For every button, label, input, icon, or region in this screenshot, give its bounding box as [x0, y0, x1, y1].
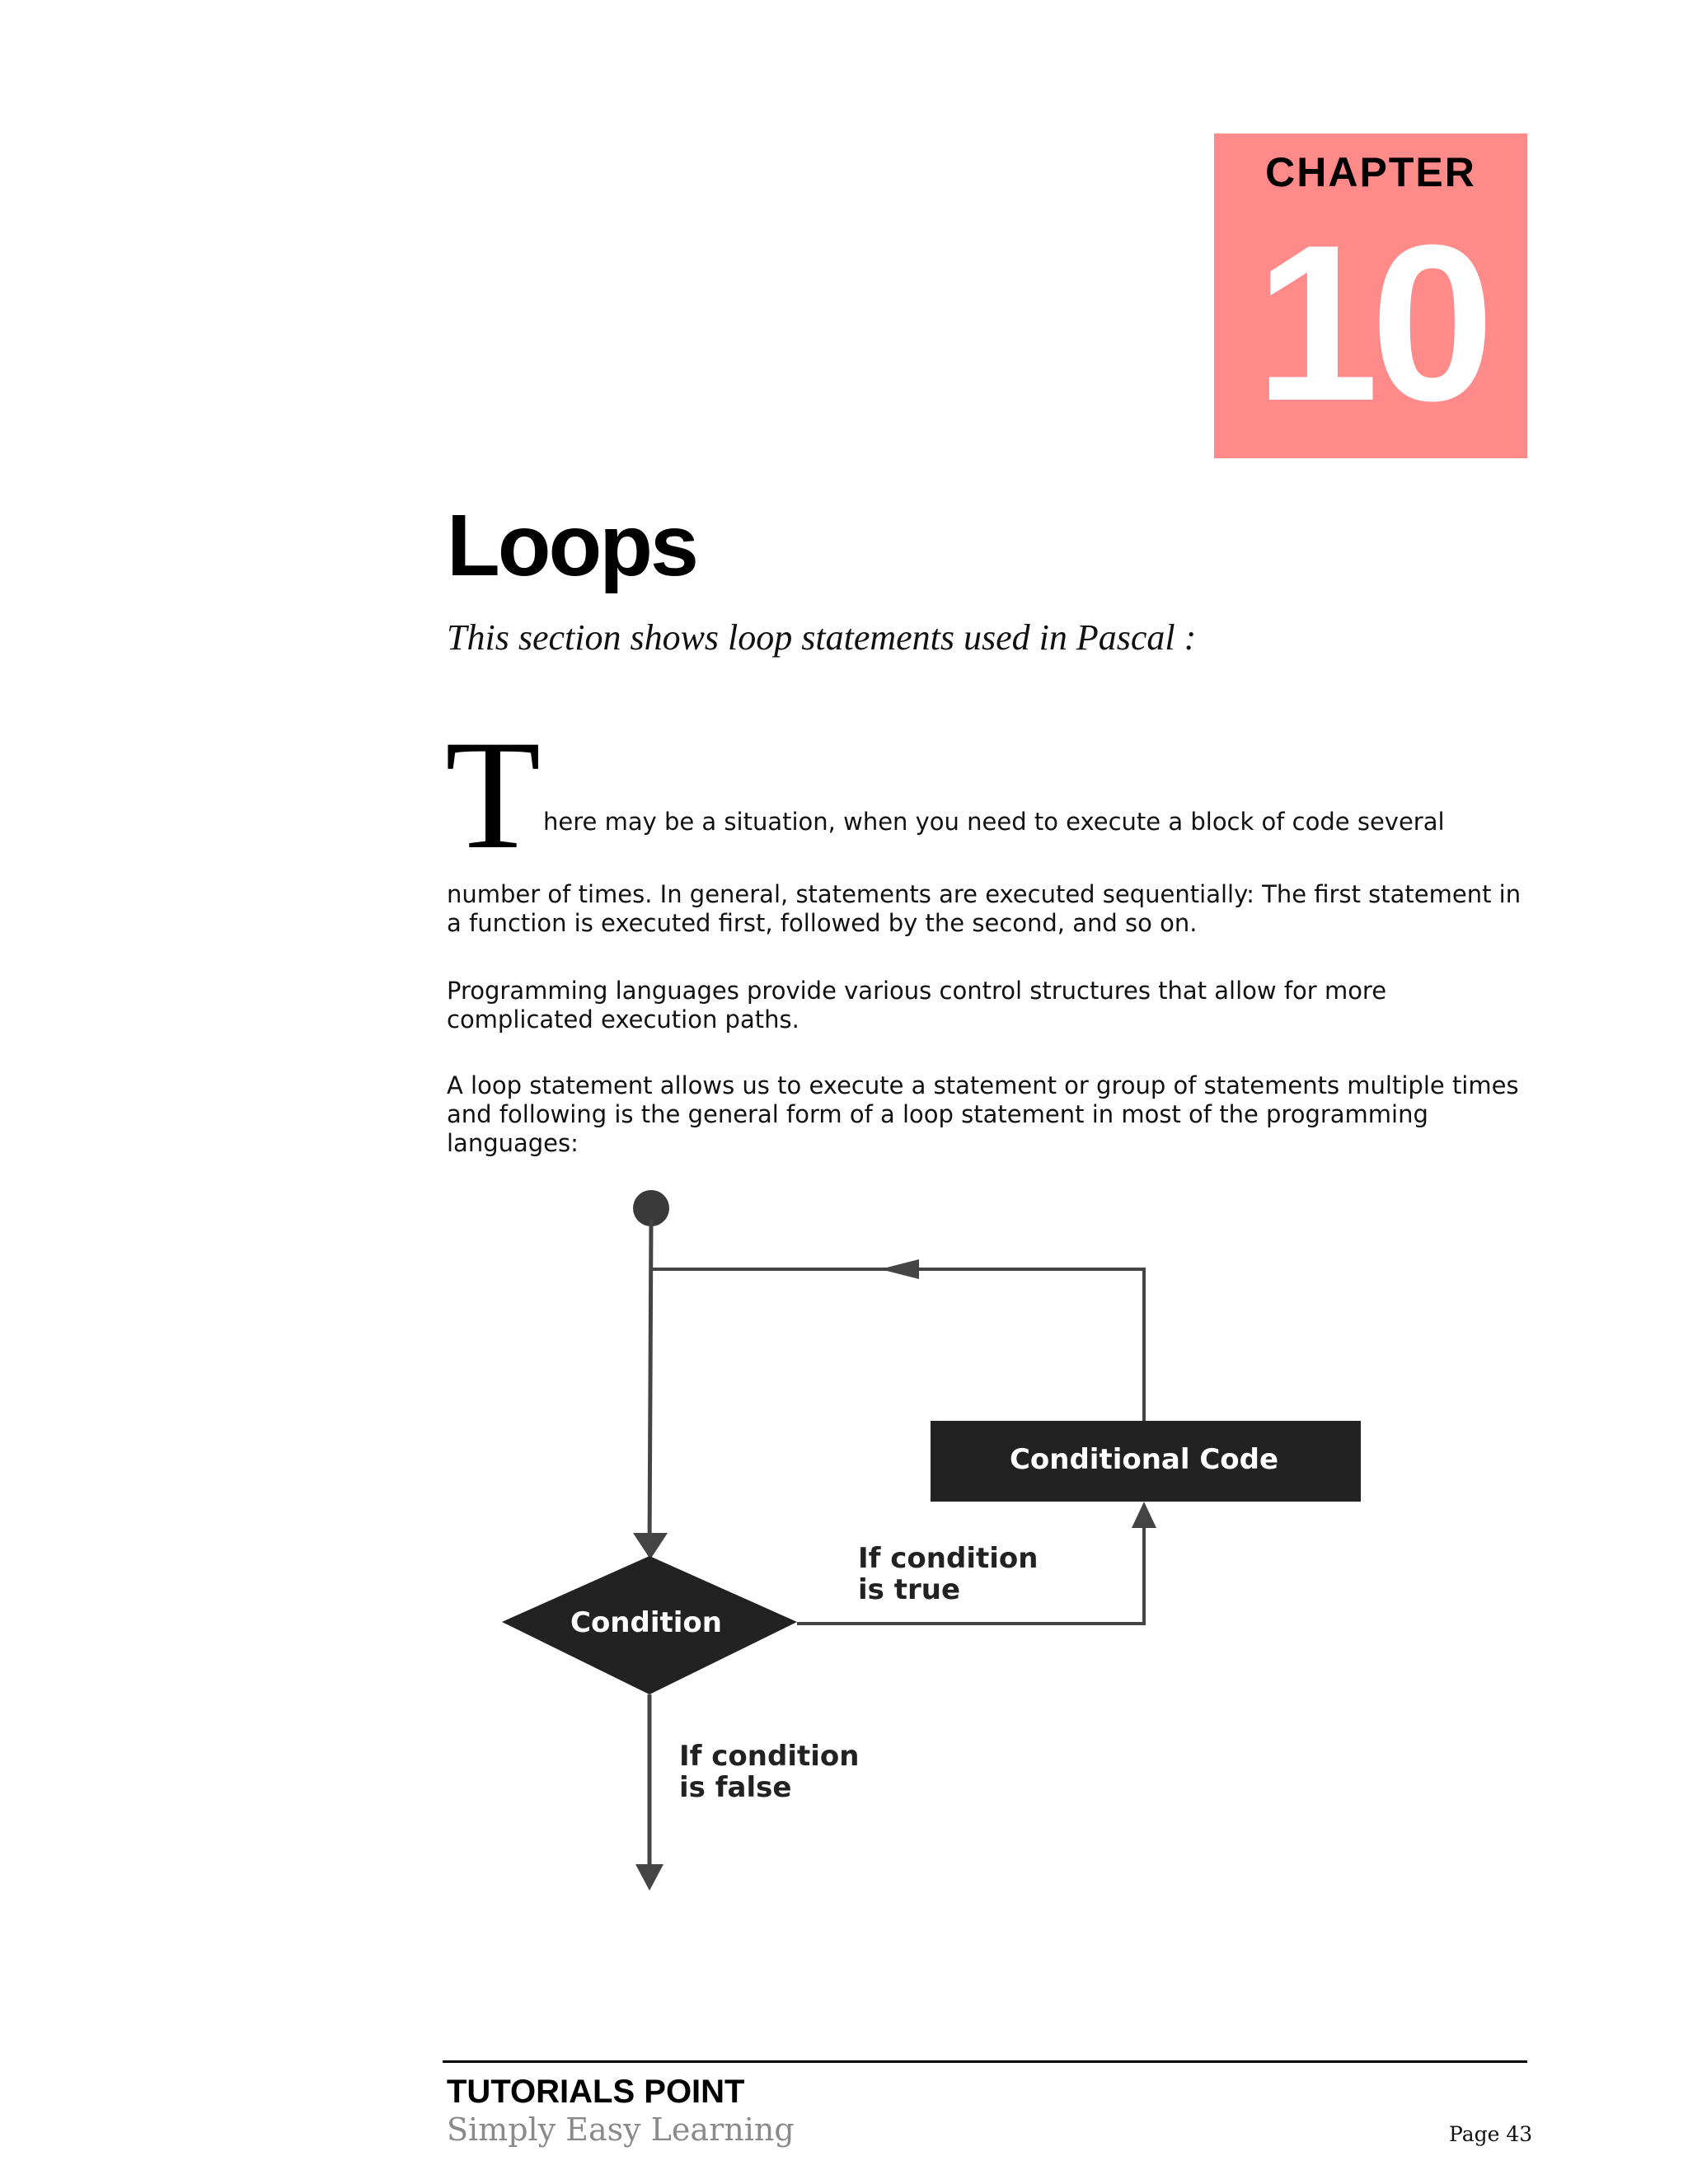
- loop-flowchart: [486, 1179, 1376, 1904]
- footer-brand: TUTORIALS POINT: [447, 2074, 745, 2110]
- condition-label: Condition: [570, 1606, 722, 1639]
- paragraph-2: Programming languages provide various control structures that allow for more complicated execution paths.: [447, 977, 1387, 1033]
- false-branch-arrowhead: [635, 1864, 663, 1891]
- chapter-number: 10: [1254, 199, 1487, 448]
- footer-tagline: Simply Easy Learning: [447, 2111, 795, 2148]
- page-number: Page 43: [1449, 2122, 1533, 2146]
- chapter-badge: [1214, 134, 1527, 458]
- chapter-label: CHAPTER: [1265, 149, 1476, 195]
- paragraph-1: number of times. In general, statements are executed sequentially: The first statement in a function is executed first, followed by the second, and so on.: [447, 880, 1522, 937]
- entry-arrowhead: [633, 1533, 668, 1559]
- page-subtitle: This section shows loop statements used in Pascal :: [447, 617, 1197, 658]
- lead-line: here may be a situation, when you need to execute a block of code several: [543, 808, 1445, 836]
- conditional-code-label: Conditional Code: [1009, 1443, 1279, 1476]
- false-label-line-2: is false: [679, 1771, 792, 1804]
- true-label-line-1: If condition: [858, 1542, 1039, 1575]
- footer-divider: [443, 2060, 1527, 2063]
- true-label-line-2: is true: [858, 1573, 961, 1606]
- true-branch-arrowhead: [1132, 1502, 1156, 1528]
- entry-line: [649, 1220, 651, 1551]
- false-label-line-1: If condition: [679, 1740, 860, 1773]
- page-title: Loops: [447, 497, 696, 594]
- drop-cap: T: [445, 709, 542, 882]
- loop-back-arrowhead: [880, 1259, 919, 1279]
- paragraph-3: A loop statement allows us to execute a statement or group of statements multiple times and following is the general form of a loop statement in most of the programming languages:: [447, 1071, 1519, 1157]
